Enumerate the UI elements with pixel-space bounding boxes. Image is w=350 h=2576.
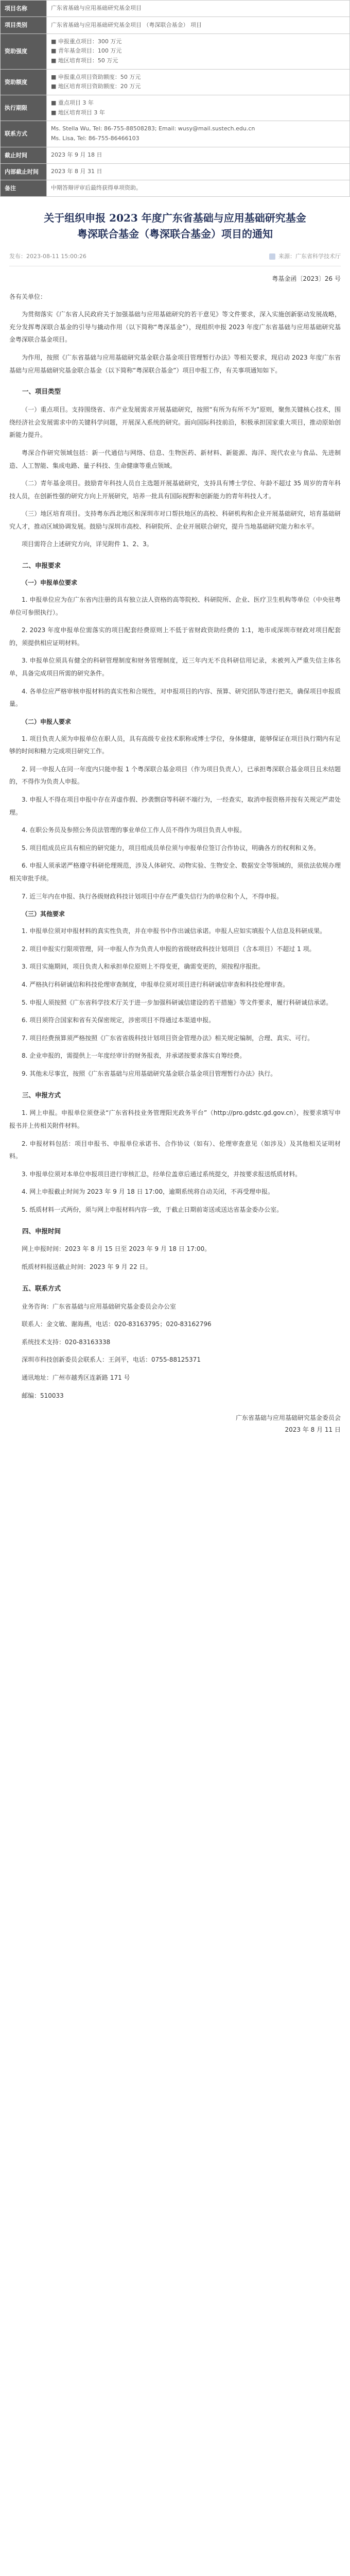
section-paragraph: 4. 在职公务员及参照公务员法管理的事业单位工作人员不得作为项目负责人申报。 [22,826,246,834]
info-value-line: 2023 年 9 月 18 日 [51,151,102,158]
section-paragraph: 联系人：金文敏、谢海燕，电话：020-83163795；020-83162796 [22,1320,212,1328]
section-paragraph: 3. 申报单位须具有健全的科研管理制度和财务管理制度，近三年内无不良科研信用记录，未被列入严重失信主体名单，具备完成项目所需的研究条件。 [9,657,341,677]
section-paragraph: 9. 其他未尽事宜，按照《广东省基础与应用基础研究基金联合基金项目管理暂行办法》执行。 [22,1070,277,1077]
signature-block [9,1412,341,1436]
info-value-line: ■ 申报重点项目资助额度：50 万元 [51,73,141,80]
info-row-value [47,1,350,17]
section-paragraph: 4. 网上申报截止时间为 2023 年 9 月 18 日 17:00，逾期系统将自动关闭，不再受理申报。 [22,1188,274,1196]
document-number: 粤基金函〔2023〕26 号 [272,275,341,282]
info-row-label: 内部截止时间 [1,163,47,180]
info-value-line: 广东省基础与应用基础研究基金项目 [51,5,142,12]
info-value-line: Ms. Lisa, Tel: 86-755-86466103 [51,135,139,142]
section-paragraph: 粤深合作研究领域包括：新一代通信与网络、信息、生物医药、新材料、新能源、海洋、现代农业与食品、先进制造、人工智能、集成电路、量子科技、生命健康等重点领域。 [9,449,341,469]
info-row-value [47,95,350,121]
section-paragraph: 6. 项目须符合国家和省有关保密规定，涉密项目不得通过本渠道申报。 [22,1016,215,1024]
section-heading: 二、申报要求 [22,562,61,570]
info-value-line: ■ 重点项目 3 年 [51,99,94,106]
info-row [1,33,350,69]
info-value-line: 2023 年 8 月 31 日 [51,168,102,175]
section-paragraph: 3. 项目实施期间，项目负责人和承担单位原则上不得变更，确需变更的，须按程序报批。 [22,963,265,971]
subsection-heading: （一）申报单位要求 [22,579,78,586]
section-paragraph: 4. 各单位应严格审核申报材料的真实性和合规性，对申报项目的内容、预算、研究团队等进行把关，确保项目申报质量。 [9,687,341,708]
info-row [1,95,350,121]
section-paragraph: 1. 申报单位须对申报材料的真实性负责，并在申报书中作出诚信承诺。申报人应如实填报个人信息及科研成果。 [22,927,326,935]
info-value-line: ■ 地区培育项目 3 年 [51,109,105,116]
subsection-heading: （三）其他要求 [22,910,65,918]
section-paragraph: 1. 申报单位应为在广东省内注册的具有独立法人资格的高等院校、科研院所、企业、医疗卫生机构等单位（中央驻粤单位可参照执行）。 [9,596,341,616]
section-paragraph: 2. 同一申报人在同一年度内只能申报 1 个粤深联合基金项目（作为项目负责人），已承担粤深联合基金项目且未结题的，不得作为负责人申报。 [9,765,341,786]
section-paragraph: 6. 申报人须承诺严格遵守科研伦理规范，涉及人体研究、动物实验、生物安全、数据安全等领域的，须依法依规办理相关审批手续。 [9,862,341,883]
info-value-line: 中期答辩评审后最终获得单项资助。 [51,184,142,192]
intro-paragraph: 为贯彻落实《广东省人民政府关于加强基础与应用基础研究的若干意见》等文件要求，深入实施创新驱动发展战略，充分发挥粤深联合基金的引导与撬动作用（以下简称“粤深基金”），现组织申报 2023 年度广东省基础与应用基础研究基金粤深联合基金项目。 [9,311,341,344]
section-paragraph: （二）青年基金项目。鼓励青年科技人员自主选题开展基础研究，支持具有博士学位、年龄不超过 35 周岁的青年科技人员，在创新性强的研究方向上开展研究，培养一批具有国际视野和创新能力的青年科技人才。 [9,480,341,500]
info-value-line: 广东省基础与应用基础研究基金项目 （粤深联合基金） 项目 [51,21,202,28]
section-paragraph: （三）地区培育项目。支持粤东西北地区和深圳市对口帮扶地区的高校、科研机构和企业开展基础研究，培育基础研究人才，推动区域协调发展。鼓励与深圳市高校、科研院所、企业开展联合研究，提升当地基础研究能力和水平。 [9,510,341,530]
section-paragraph: 3. 申报人不得在项目申报中存在弄虚作假、抄袭剽窃等科研不端行为，一经查实，取消申报资格并按有关规定严肃处理。 [9,796,341,816]
info-row-value [47,180,350,197]
info-row-value [47,17,350,33]
section-heading: 四、申报时间 [22,1227,61,1235]
section-paragraph: 邮编：510033 [22,1392,64,1399]
section-paragraph: 2. 项目申报实行限项管理，同一申报人作为负责人申报的省级财政科技计划项目（含本项目）不超过 1 项。 [22,945,316,953]
info-row-label: 截止时间 [1,147,47,163]
info-row-label: 项目类别 [1,17,47,33]
section-paragraph: 纸质材料报送截止时间：2023 年 9 月 22 日。 [22,1263,152,1271]
source-icon [269,253,275,260]
section-paragraph: 7. 项目经费预算须严格按照《广东省省级科技计划项目资金管理办法》相关规定编制，合理、真实、可行。 [22,1034,314,1042]
section-heading: 五、联系方式 [22,1284,61,1292]
section-paragraph: 项目需符合上述研究方向，详见附件 1、2、3。 [22,540,153,548]
info-value-line: ■ 地区培育项目资助额度：20 万元 [51,83,141,90]
info-row [1,147,350,163]
section-paragraph: 深圳市科技创新委员会联系人：王剑平，电话：0755-88125371 [22,1356,201,1364]
section-paragraph: 系统技术支持：020-83163338 [22,1338,111,1346]
source-text: 来源：广东省科学技术厅 [278,253,341,260]
info-row-label: 执行期限 [1,95,47,121]
section-paragraph: 2. 申报材料包括：项目申报书、申报单位承诺书、合作协议（如有）、伦理审查意见（如涉及）及其他相关证明材料。 [9,1140,341,1160]
section-paragraph: 业务咨询：广东省基础与应用基础研究基金委员会办公室 [22,1302,177,1310]
info-value-line: ■ 申报重点项目：300 万元 [51,38,122,45]
meta-source [269,251,341,261]
salutation: 各有关单位： [9,293,47,300]
info-row-value [47,147,350,163]
section-paragraph: 网上申报时间：2023 年 8 月 15 日至 2023 年 9 月 18 日 17:00。 [22,1245,211,1253]
subsection-heading: （二）申报人要求 [22,718,72,725]
section-heading: 一、项目类型 [22,387,61,396]
info-row-value [47,69,350,95]
info-row-label: 资助额度 [1,69,47,95]
info-row-label: 资助强度 [1,33,47,69]
info-row-label: 联系方式 [1,121,47,147]
section-paragraph: 通讯地址：广州市越秀区连新路 171 号 [22,1374,130,1381]
info-row-value [47,33,350,69]
section-paragraph: 5. 纸质材料一式两份，须与网上申报材料内容一致，于截止日期前寄送或送达省基金委办公室。 [22,1206,283,1213]
info-row [1,180,350,197]
section-heading: 三、申报方式 [22,1091,61,1099]
section-paragraph: 5. 项目组成员应具有相应的研究能力，项目组成员单位须与申报单位签订合作协议，明确各方的权利和义务。 [22,844,320,852]
notice-title-line2: 粤深联合基金（粤深联合基金）项目的通知 [77,228,273,241]
section-paragraph: 3. 申报单位须对本单位申报项目进行审核汇总，经单位盖章后通过系统提交，并按要求报送纸质材料。 [22,1170,302,1178]
notice-sections [9,386,341,1402]
info-value-line: ■ 青年基金项目：100 万元 [51,47,122,55]
notice-meta [9,250,341,266]
info-row-value [47,163,350,180]
info-row-label: 项目名称 [1,1,47,17]
section-paragraph: 1. 网上申报。申报单位须登录“广东省科技业务管理阳光政务平台”（http://pro.gdstc.gd.gov.cn），按要求填写申报书并上传相关附件材料。 [9,1109,341,1130]
section-paragraph: 2. 2023 年度申报单位需落实的项目配套经费原则上不低于省财政资助经费的 1:1，地市或深圳市财政对项目配套的，须提供相应证明材料。 [9,626,341,647]
info-row [1,1,350,17]
notice-title-line1: 关于组织申报 2023 年度广东省基础与应用基础研究基金 [44,212,306,225]
info-row [1,69,350,95]
section-paragraph: 8. 企业申报的，需提供上一年度经审计的财务报表，并承诺按要求落实自筹经费。 [22,1052,246,1060]
project-info-table [0,0,350,197]
signature-date: 2023 年 8 月 11 日 [285,1426,341,1433]
info-table-body [1,1,350,197]
section-paragraph: 7. 近三年内在申报、执行各级财政科技计划项目中存在严重失信行为的单位和个人，不得申报。 [22,892,283,900]
info-row-value [47,121,350,147]
info-row-label: 备注 [1,180,47,197]
section-paragraph: 5. 申报人须按照《广东省科学技术厅关于进一步加强科研诚信建设的若干措施》等文件要求，履行科研诚信承诺。 [22,998,332,1006]
info-value-line: Ms. Stella Wu, Tel: 86-755-88508283; Email: wusy@mail.sustech.edu.cn [51,125,255,132]
intro-paragraph: 为作用，按照《广东省基础与应用基础研究基金联合基金项目管理暂行办法》等相关要求，现启动 2023 年度广东省基础与应用基础研究基金联合基金（以下简称“粤深联合基金”）项目申报工作，有关事项通知如下。 [9,354,341,374]
info-row [1,163,350,180]
section-paragraph: 1. 项目负责人须为申报单位在职人员，具有高级专业技术职称或博士学位，身体健康，能够保证在项目执行期内有足够的时间和精力完成项目研究工作。 [9,735,341,755]
section-paragraph: 4. 严格执行科研诚信和科技伦理审查制度，申报单位须对项目进行科研诚信审查和科技伦理审查。 [22,981,289,988]
signature-org: 广东省基础与应用基础研究基金委员会 [235,1414,341,1422]
info-row [1,17,350,33]
publish-date: 发布：2023-08-11 15:00:26 [9,253,86,260]
info-value-line: ■ 地区培育项目：50 万元 [51,57,118,64]
section-paragraph: （一）重点项目。支持围绕省、市产业发展需求开展基础研究，按照“有所为有所不为”原则，聚焦关键核心技术，围绕经济社会发展需求中的关键科学问题，开展深入系统的研究。面向国际科技前沿，积极承担国家重大项目，推动原始创新能力提升。 [9,406,341,439]
notice-title [9,210,341,242]
notice-document [0,197,350,1451]
info-row [1,121,350,147]
intro-section [9,308,341,377]
